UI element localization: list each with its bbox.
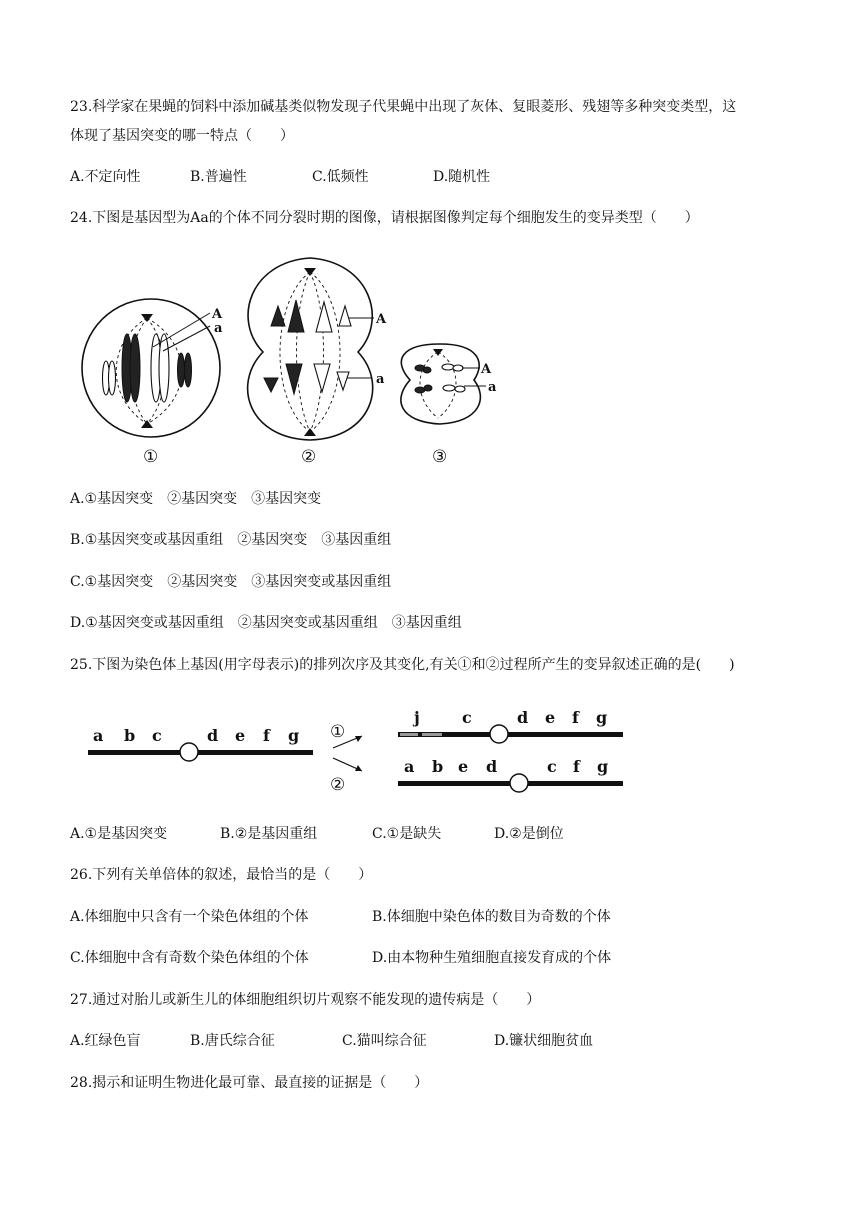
q25-option-d: D.②是倒位	[494, 826, 564, 842]
q23-option-c: C.低频性	[312, 169, 369, 185]
q27-option-c: C.猫叫综合征	[342, 1033, 427, 1049]
q24-option-b: B.①基因突变或基因重组 ②基因突变 ③基因重组	[70, 532, 392, 548]
r2-gene-f: f	[573, 757, 580, 776]
process-1-label: ①	[330, 722, 346, 742]
q23-option-b: B.普遍性	[190, 169, 247, 185]
cell-2-number: ②	[301, 447, 317, 467]
r1-gene-c: c	[462, 708, 472, 727]
r2-gene-d: d	[486, 757, 498, 776]
orig-gene-a: a	[93, 726, 104, 745]
orig-gene-c: c	[152, 726, 162, 745]
cell-2-label-A: A	[376, 312, 387, 327]
cell-2-diagram	[248, 258, 374, 440]
cell-3-label-a: a	[488, 380, 497, 395]
q23-stem-line2: 体现了基因突变的哪一特点（ ）	[70, 128, 294, 144]
orig-gene-e: e	[235, 726, 246, 745]
q28-stem: 28.揭示和证明生物进化最可靠、最直接的证据是（ ）	[70, 1075, 429, 1091]
r2-gene-b: b	[432, 757, 444, 776]
orig-gene-g: g	[288, 726, 300, 745]
q26-option-c: C.体细胞中含有奇数个染色体组的个体	[70, 950, 309, 966]
orig-gene-b: b	[124, 726, 136, 745]
q25-chromosome-figure	[80, 700, 640, 805]
q24-option-a: A.①基因突变 ②基因突变 ③基因突变	[70, 491, 322, 507]
cell-3-label-A: A	[481, 362, 492, 377]
q25-option-a: A.①是基因突变	[70, 826, 168, 842]
q23-stem-line1: 23.科学家在果蝇的饲料中添加碱基类似物发现子代果蝇中出现了灰体、复眼菱形、残翅等多种突变类型，这	[70, 99, 737, 115]
q23-option-a: A.不定向性	[70, 169, 141, 185]
r1-gene-d: d	[517, 708, 529, 727]
r1-gene-j: j	[414, 708, 420, 727]
r1-gene-g: g	[596, 708, 608, 727]
orig-gene-f: f	[263, 726, 270, 745]
cell-1-label-A: A	[212, 307, 223, 322]
q27-option-b: B.唐氏综合征	[190, 1033, 275, 1049]
q24-cell-division-figure	[70, 250, 510, 472]
cell-3-diagram	[401, 344, 486, 424]
q27-option-a: A.红绿色盲	[70, 1033, 141, 1049]
q27-option-d: D.镰状细胞贫血	[494, 1033, 594, 1049]
process-2-label: ②	[330, 775, 346, 795]
cell-1-number: ①	[143, 447, 159, 467]
q26-option-d: D.由本物种生殖细胞直接发育成的个体	[372, 950, 612, 966]
r2-gene-e: e	[458, 757, 469, 776]
q24-stem: 24.下图是基因型为Aa的个体不同分裂时期的图像，请根据图像判定每个细胞发生的变异类型（ ）	[70, 210, 699, 226]
q25-option-b: B.②是基因重组	[220, 826, 318, 842]
cell-1-label-a: a	[214, 321, 223, 336]
cell-1-diagram	[82, 299, 220, 437]
r2-gene-a: a	[404, 757, 415, 776]
r1-gene-e: e	[545, 708, 556, 727]
q25-stem: 25.下图为染色体上基因(用字母表示)的排列次序及其变化,有关①和②过程所产生的变异叙述正确的是( )	[70, 657, 735, 673]
q24-option-d: D.①基因突变或基因重组 ②基因突变或基因重组 ③基因重组	[70, 615, 462, 631]
q25-option-c: C.①是缺失	[372, 826, 442, 842]
r1-gene-f: f	[572, 708, 579, 727]
q26-option-b: B.体细胞中染色体的数目为奇数的个体	[372, 909, 611, 925]
q26-stem: 26.下列有关单倍体的叙述，最恰当的是（ ）	[70, 867, 373, 883]
cell-3-number: ③	[432, 447, 448, 467]
q26-option-a: A.体细胞中只含有一个染色体组的个体	[70, 909, 309, 925]
q24-option-c: C.①基因突变 ②基因突变 ③基因突变或基因重组	[70, 574, 392, 590]
q27-stem: 27.通过对胎儿或新生儿的体细胞组织切片观察不能发现的遗传病是（ ）	[70, 992, 541, 1008]
r2-gene-g: g	[597, 757, 609, 776]
q23-option-d: D.随机性	[433, 169, 491, 185]
cell-2-label-a: a	[376, 372, 385, 387]
orig-gene-d: d	[207, 726, 219, 745]
r2-gene-c: c	[547, 757, 557, 776]
